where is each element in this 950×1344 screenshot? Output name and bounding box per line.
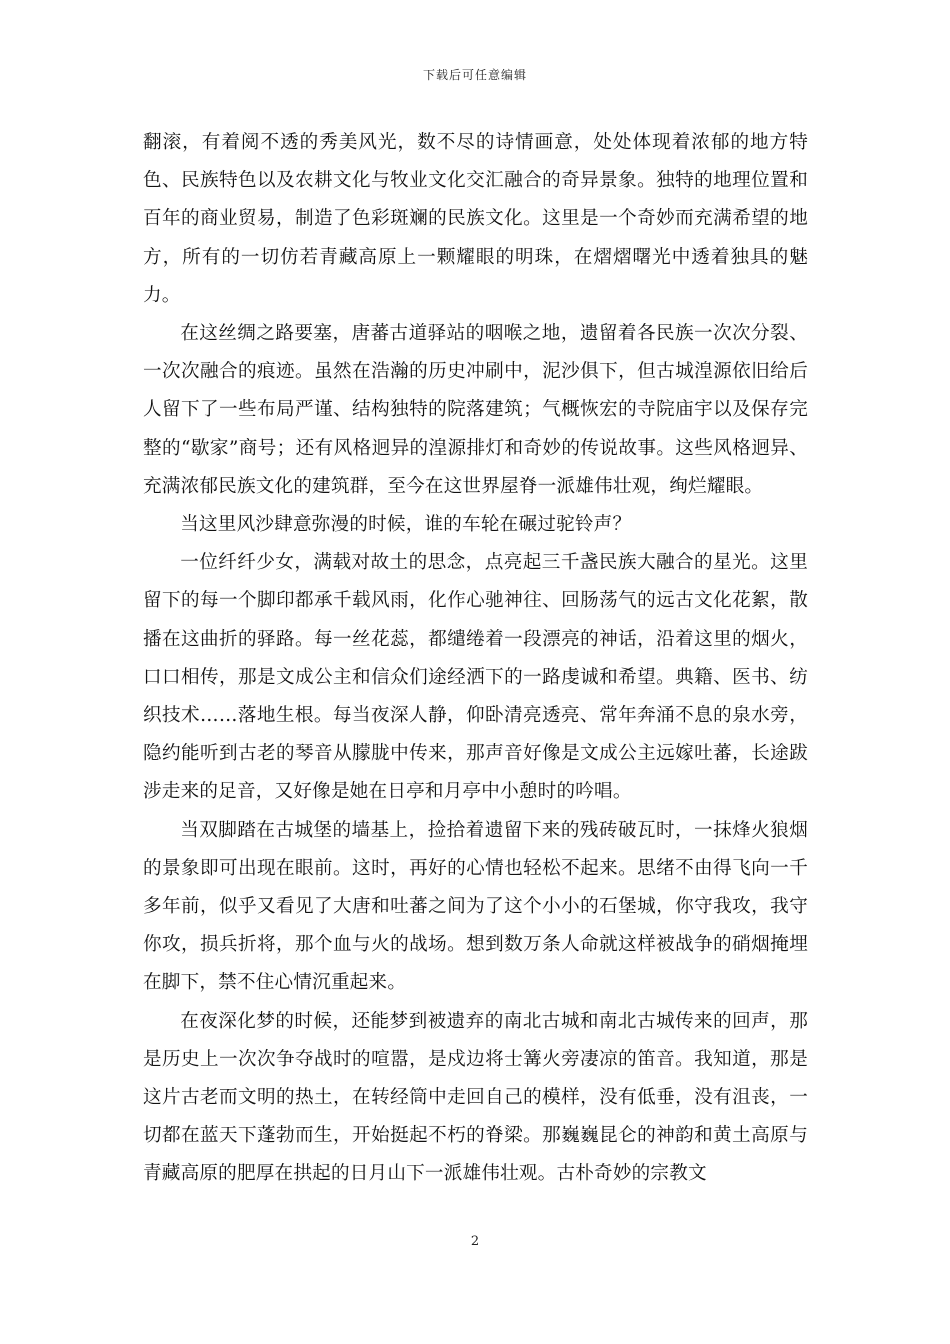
document-body [143,124,808,1194]
paragraph-2: 在这丝绸之路要塞，唐蕃古道驿站的咽喉之地，遗留着各民族一次次分裂、一次次融合的痕迹。虽然在浩瀚的历史冲刷中，泥沙俱下，但古城湟源依旧给后人留下了一些布局严谨、结构独特的院落建筑；气概恢宏的寺院庙宇以及保存完整的“歇家”商号；还有风格迥异的湟源排灯和奇妙的传说故事。这些风格迥异、充满浓郁民族文化的建筑群，至今在这世界屋脊一派雄伟壮观，绚烂耀眼。 [143,323,808,497]
page-number: 2 [470,1234,480,1249]
paragraph-4: 一位纤纤少女，满载对故土的思念，点亮起三千盏民族大融合的星光。这里留下的每一个脚印都承千载风雨，化作心驰神往、回肠荡气的远古文化花絮，散播在这曲折的驿路。每一丝花蕊，都缱绻着一段漂亮的神话，沿着这里的烟火，口口相传，那是文成公主和信众们途经洒下的一路虔诚和希望。典籍、医书、纺织技术……落地生根。每当夜深人静，仰卧清亮透亮、常年奔涌不息的泉水旁，隐约能听到古老的琴音从朦胧中传来，那声音好像是文成公主远嫁吐蕃，长途跋涉走来的足音，又好像是她在日亭和月亭中小憩时的吟唱。 [143,552,808,803]
paragraph-6: 在夜深化梦的时候，还能梦到被遗弃的南北古城和南北古城传来的回声，那是历史上一次次争夺战时的喧嚣，是戍边将士篝火旁凄凉的笛音。我知道，那是这片古老而文明的热土，在转经筒中走回自己的模样，没有低垂，没有沮丧，一切都在蓝天下蓬勃而生，开始挺起不朽的脊梁。那巍巍昆仑的神韵和黄土高原与青藏高原的肥厚在拱起的日月山下一派雄伟壮观。古朴奇妙的宗教文 [143,1010,808,1185]
page-header: 下载后可任意编辑 [422,68,527,82]
paragraph-5: 当双脚踏在古城堡的墙基上，捡拾着遗留下来的残砖破瓦时，一抹烽火狼烟的景象即可出现在眼前。这时，再好的心情也轻松不起来。思绪不由得飞向一千多年前，似乎又看见了大唐和吐蕃之间为了这个小小的石堡城，你守我攻，我守你攻，损兵折将，那个血与火的战场。想到数万条人命就这样被战争的硝烟掩埋在脚下，禁不住心情沉重起来。 [143,819,808,994]
paragraph-1: 翻滚，有着阅不透的秀美风光，数不尽的诗情画意，处处体现着浓郁的地方特色、民族特色以及农耕文化与牧业文化交汇融合的奇异景象。独特的地理位置和百年的商业贸易，制造了色彩斑斓的民族文化。这里是一个奇妙而充满希望的地方，所有的一切仿若青藏高原上一颗耀眼的明珠，在熠熠曙光中透着独具的魅力。 [143,132,808,306]
paragraph-3: 当这里风沙肆意弥漫的时候，谁的车轮在碾过驼铃声？ [180,514,632,536]
